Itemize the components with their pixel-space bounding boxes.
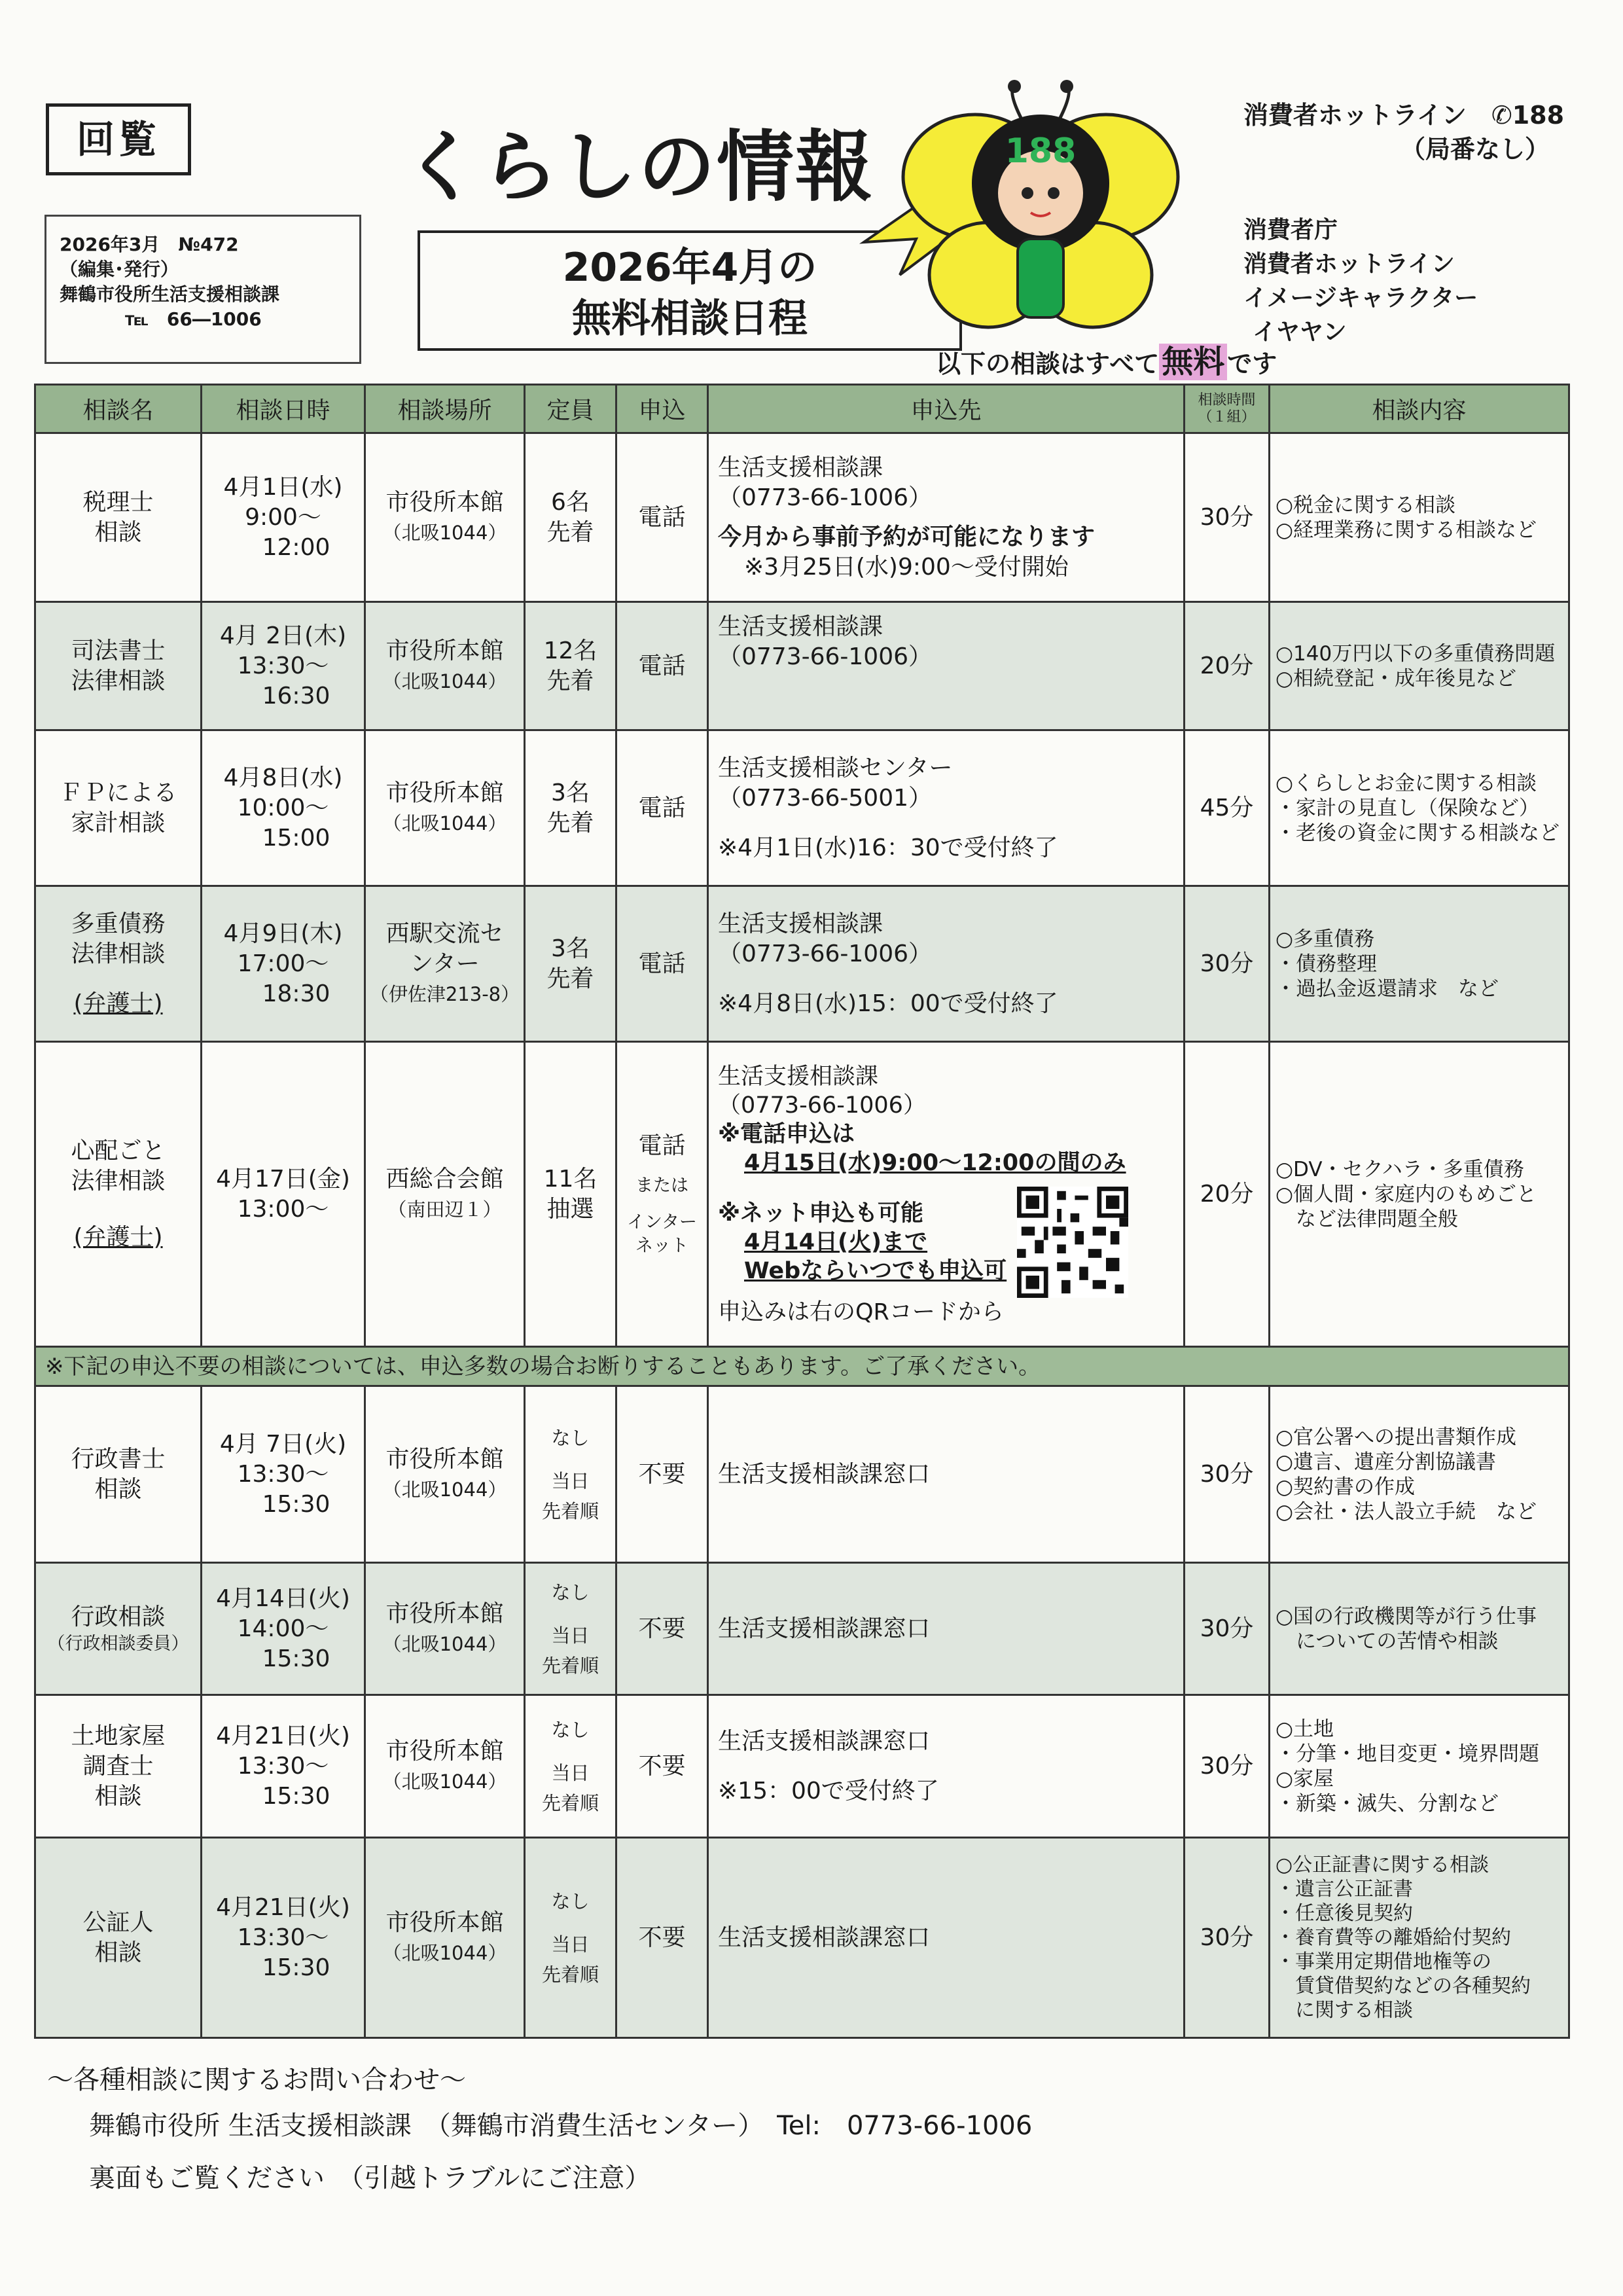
cell-destination: 生活支援相談課 （0773-66-1006） 今月から事前予約が可能になります ※3月25日(水)9:00〜受付開始 bbox=[708, 433, 1185, 602]
cell-duration: 30分 bbox=[1185, 1386, 1270, 1563]
table-row bbox=[35, 886, 1569, 1042]
header-capacity: 定員 bbox=[525, 385, 616, 433]
cell-capacity: なし 当日 先着順 bbox=[525, 1386, 616, 1563]
cell-apply: 電話 bbox=[616, 886, 708, 1042]
all-free-notice bbox=[936, 336, 1277, 382]
cell-duration: 30分 bbox=[1185, 886, 1270, 1042]
cell-content: ○公正証書に関する相談 ・遺言公正証書 ・任意後見契約 ・養育費等の離婚給付契約 ・事業用定期借地権等の 賃貸借契約などの各種契約 に関する相談 bbox=[1270, 1838, 1569, 2038]
mascot-number: 188 bbox=[1005, 132, 1077, 171]
cell-place: 市役所本館 （北吸1044） bbox=[365, 1386, 525, 1563]
cell-capacity: 6名 先着 bbox=[525, 433, 616, 602]
cell-place: 市役所本館 （北吸1044） bbox=[365, 602, 525, 730]
cell-name: ＦＰによる 家計相談 bbox=[35, 730, 202, 886]
header-content: 相談内容 bbox=[1270, 385, 1569, 433]
cell-content: ○くらしとお金に関する相談 ・家計の見直し（保険など） ・老後の資金に関する相談など bbox=[1270, 730, 1569, 886]
cell-capacity: なし 当日 先着順 bbox=[525, 1838, 616, 2038]
cell-content: ○DV・セクハラ・多重債務 ○個人間・家庭内のもめごと など法律問題全般 bbox=[1270, 1042, 1569, 1347]
hotline-line2: （局番なし） bbox=[1400, 135, 1550, 164]
issue-info-box bbox=[45, 215, 361, 364]
hotline-info bbox=[1243, 98, 1564, 166]
cell-destination: 生活支援相談課窓口 bbox=[708, 1563, 1185, 1695]
cell-apply: 不要 bbox=[616, 1695, 708, 1838]
cell-content: ○土地 ・分筆・地目変更・境界問題 ○家屋 ・新築・滅失、分割など bbox=[1270, 1695, 1569, 1838]
cell-date: 4月9日(木) 17:00〜 18:30 bbox=[202, 886, 365, 1042]
cell-destination: 生活支援相談課窓口 ※15：00で受付終了 bbox=[708, 1695, 1185, 1838]
cell-date: 4月1日(水) 9:00〜 12:00 bbox=[202, 433, 365, 602]
cell-destination: 生活支援相談課 （0773-66-1006） ※4月8日(水)15：00で受付終了 bbox=[708, 886, 1185, 1042]
cell-apply: 不要 bbox=[616, 1838, 708, 2038]
footer-inquiry-heading: 〜各種相談に関するお問い合わせ〜 bbox=[47, 2065, 466, 2095]
cell-destination: 生活支援相談課 （0773-66-1006） ※電話申込は 4月15日(水)9:00〜12:00の間のみ ※ネット申込も可能 4月14日(火)まで Webならいつでも申込可 申込みは右のQRコードから bbox=[708, 1042, 1185, 1347]
cell-place: 市役所本館 （北吸1044） bbox=[365, 1838, 525, 2038]
cell-destination: 生活支援相談課窓口 bbox=[708, 1386, 1185, 1563]
cell-name: 行政相談 （行政相談委員） bbox=[35, 1563, 202, 1695]
cell-content: ○多重債務 ・債務整理 ・過払金返還請求 など bbox=[1270, 886, 1569, 1042]
editor-name: 舞鶴市役所生活支援相談課 bbox=[60, 283, 280, 305]
qr-code-icon[interactable] bbox=[1017, 1187, 1128, 1298]
caption-line1: 消費者庁 bbox=[1243, 217, 1338, 243]
cell-date: 4月 2日(木) 13:30〜 16:30 bbox=[202, 602, 365, 730]
cell-duration: 45分 bbox=[1185, 730, 1270, 886]
cell-place: 市役所本館 （北吸1044） bbox=[365, 1563, 525, 1695]
table-row bbox=[35, 1838, 1569, 2038]
cell-name: 税理士 相談 bbox=[35, 433, 202, 602]
footer-backside-note: 裏面もご覧ください （引越トラブルにご注意） bbox=[89, 2163, 651, 2193]
cell-apply: 電話 bbox=[616, 602, 708, 730]
cell-destination: 生活支援相談課 （0773-66-1006） bbox=[708, 602, 1185, 730]
table-row bbox=[35, 1563, 1569, 1695]
header-apply: 申込 bbox=[616, 385, 708, 433]
editor-label: （編集･発行） bbox=[60, 259, 179, 280]
caption-line2: 消費者ホットライン bbox=[1243, 251, 1455, 278]
cell-place: 市役所本館 （北吸1044） bbox=[365, 730, 525, 886]
cell-duration: 30分 bbox=[1185, 433, 1270, 602]
cell-duration: 30分 bbox=[1185, 1838, 1270, 2038]
caption-line4: イヤヤン bbox=[1253, 319, 1347, 346]
page-title: くらしの情報 bbox=[402, 122, 874, 212]
cell-date: 4月 7日(火) 13:30〜 15:30 bbox=[202, 1386, 365, 1563]
issue-date: 2026年3月 №472 bbox=[60, 234, 239, 255]
footer-contact: 舞鶴市役所 生活支援相談課 （舞鶴市消費生活センター） Tel: 0773-66-1006 bbox=[89, 2111, 1033, 2141]
cell-place: 西駅交流センター （伊佐津213-8） bbox=[365, 886, 525, 1042]
cell-duration: 20分 bbox=[1185, 1042, 1270, 1347]
cell-place: 市役所本館 （北吸1044） bbox=[365, 433, 525, 602]
cell-destination: 生活支援相談課窓口 bbox=[708, 1838, 1185, 2038]
cell-capacity: 12名 先着 bbox=[525, 602, 616, 730]
cell-apply: 電話 または インター ネット bbox=[616, 1042, 708, 1347]
cell-capacity: なし 当日 先着順 bbox=[525, 1563, 616, 1695]
cell-place: 市役所本館 （北吸1044） bbox=[365, 1695, 525, 1838]
cell-capacity: 11名 抽選 bbox=[525, 1042, 616, 1347]
cell-content: ○国の行政機関等が行う仕事 についての苦情や相談 bbox=[1270, 1563, 1569, 1695]
notice-row bbox=[35, 1347, 1569, 1386]
cell-name: 公証人 相談 bbox=[35, 1838, 202, 2038]
cell-duration: 20分 bbox=[1185, 602, 1270, 730]
cell-date: 4月21日(火) 13:30〜 15:30 bbox=[202, 1838, 365, 2038]
header-place: 相談場所 bbox=[365, 385, 525, 433]
caption-line3: イメージキャラクター bbox=[1243, 285, 1478, 312]
allfree-word: 無料 bbox=[1159, 344, 1227, 380]
cell-date: 4月21日(火) 13:30〜 15:30 bbox=[202, 1695, 365, 1838]
editor-tel: ℡ 66―1006 bbox=[125, 308, 262, 330]
mascot-iyayan-icon bbox=[851, 79, 1217, 353]
cell-name: 多重債務 法律相談 (弁護士) bbox=[35, 886, 202, 1042]
cell-date: 4月14日(火) 14:00〜 15:30 bbox=[202, 1563, 365, 1695]
table-row bbox=[35, 1695, 1569, 1838]
notice-text: ※下記の申込不要の相談については、申込多数の場合お断りすることもあります。ご了承ください。 bbox=[35, 1347, 1569, 1386]
allfree-pre: 以下の相談はすべて bbox=[936, 350, 1160, 378]
header-date: 相談日時 bbox=[202, 385, 365, 433]
table-row bbox=[35, 1386, 1569, 1563]
cell-apply: 電話 bbox=[616, 730, 708, 886]
table-header-row bbox=[35, 385, 1569, 433]
table-row bbox=[35, 730, 1569, 886]
hotline-line1: 消費者ホットライン ✆188 bbox=[1243, 101, 1565, 130]
cell-content: ○官公署への提出書類作成 ○遺言、遺産分割協議書 ○契約書の作成 ○会社・法人設立手続 など bbox=[1270, 1386, 1569, 1563]
cell-destination: 生活支援相談センター （0773-66-5001） ※4月1日(水)16：30で受付終了 bbox=[708, 730, 1185, 886]
cell-capacity: 3名 先着 bbox=[525, 730, 616, 886]
mascot-caption bbox=[1243, 213, 1478, 350]
subtitle-line2: 無料相談日程 bbox=[572, 296, 808, 342]
table-row bbox=[35, 1042, 1569, 1347]
cell-content: ○税金に関する相談 ○経理業務に関する相談など bbox=[1270, 433, 1569, 602]
allfree-post: です bbox=[1227, 350, 1277, 378]
cell-capacity: 3名 先着 bbox=[525, 886, 616, 1042]
cell-name: 行政書士 相談 bbox=[35, 1386, 202, 1563]
cell-date: 4月8日(水) 10:00〜 15:00 bbox=[202, 730, 365, 886]
cell-duration: 30分 bbox=[1185, 1563, 1270, 1695]
cell-content: ○140万円以下の多重債務問題 ○相続登記・成年後見など bbox=[1270, 602, 1569, 730]
circulation-badge: 回覧 bbox=[46, 103, 191, 175]
cell-name: 心配ごと 法律相談 (弁護士) bbox=[35, 1042, 202, 1347]
cell-capacity: なし 当日 先着順 bbox=[525, 1695, 616, 1838]
schedule-table bbox=[34, 384, 1570, 2039]
cell-apply: 不要 bbox=[616, 1386, 708, 1563]
cell-apply: 不要 bbox=[616, 1563, 708, 1695]
table-row bbox=[35, 433, 1569, 602]
cell-place: 西総合会館 （南田辺１） bbox=[365, 1042, 525, 1347]
table-row bbox=[35, 602, 1569, 730]
cell-name: 司法書士 法律相談 bbox=[35, 602, 202, 730]
subtitle-line1: 2026年4月の bbox=[562, 245, 817, 291]
cell-name: 土地家屋 調査士 相談 bbox=[35, 1695, 202, 1838]
header-destination: 申込先 bbox=[708, 385, 1185, 433]
header-name: 相談名 bbox=[35, 385, 202, 433]
cell-date: 4月17日(金) 13:00〜 bbox=[202, 1042, 365, 1347]
cell-duration: 30分 bbox=[1185, 1695, 1270, 1838]
header-duration: 相談時間（１組） bbox=[1185, 385, 1270, 433]
cell-apply: 電話 bbox=[616, 433, 708, 602]
